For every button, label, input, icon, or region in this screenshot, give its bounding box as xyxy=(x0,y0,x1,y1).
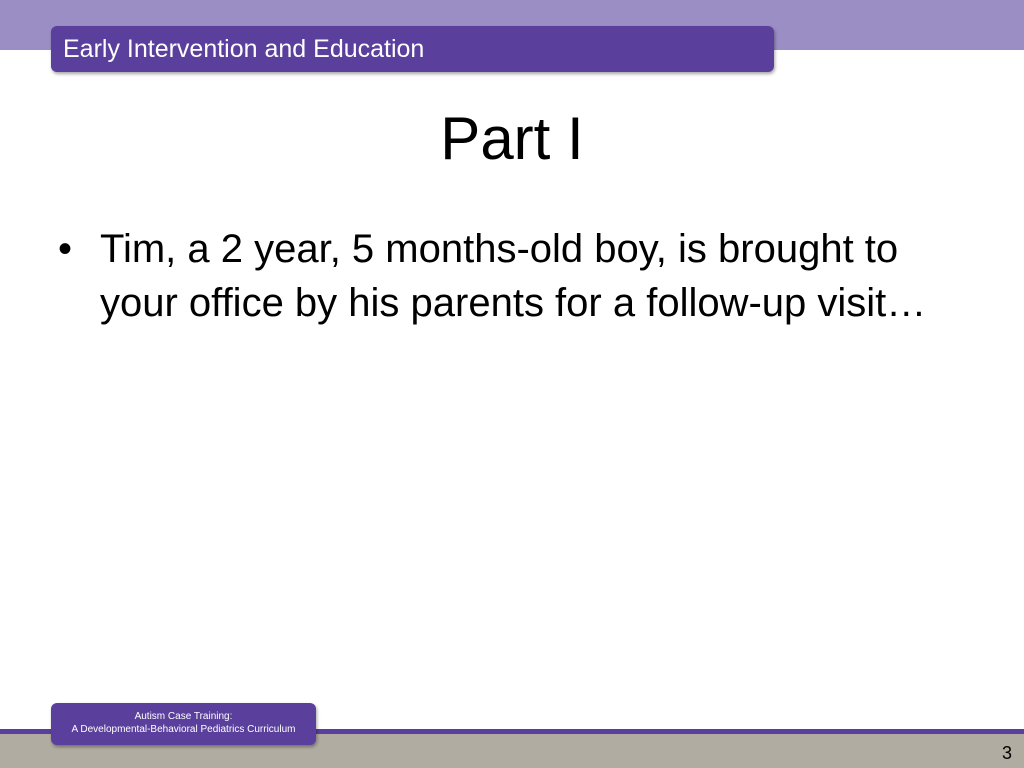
header-banner xyxy=(51,26,774,72)
bullet-marker: • xyxy=(58,227,73,271)
footer-line-1: Autism Case Training: xyxy=(134,711,233,722)
page-number: 3 xyxy=(1001,743,1012,763)
slide-body xyxy=(56,222,976,330)
bullet-text: Tim, a 2 year, 5 months-old boy, is brought to your office by his parents for a follow-up visit… xyxy=(100,227,927,325)
footer-line-2: A Developmental-Behavioral Pediatrics Curriculum xyxy=(71,724,296,735)
footer-banner xyxy=(51,703,316,745)
bullet-item xyxy=(56,222,976,330)
slide-title: Part I xyxy=(440,105,584,172)
section-title: Early Intervention and Education xyxy=(63,35,425,63)
